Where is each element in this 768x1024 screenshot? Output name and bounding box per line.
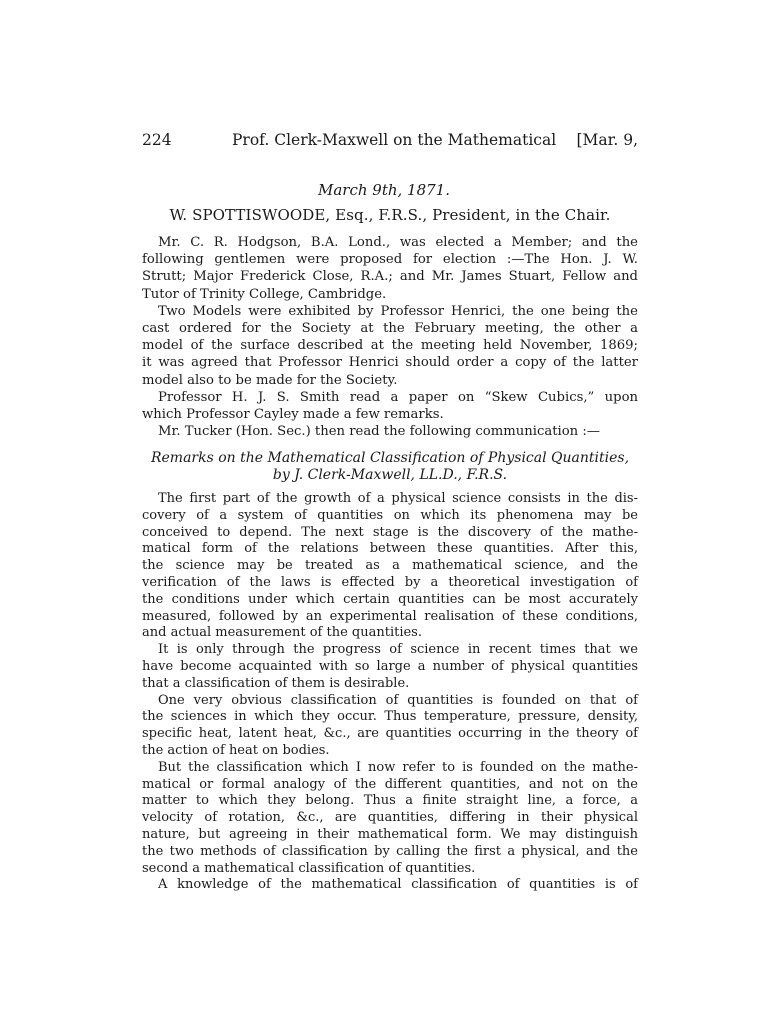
body-line: measured, followed by an experimental realisation of these conditions, — [142, 608, 638, 624]
body-line: velocity of rotation, &c., are quantities, differing in their physical — [142, 810, 638, 826]
minutes-line: Strutt; Major Frederick Close, R.A.; and Mr. James Stuart, Fellow and — [142, 269, 638, 285]
page-number: 224 — [142, 131, 172, 149]
minutes-line: Mr. Tucker (Hon. Sec.) then read the following communication :— — [158, 424, 600, 440]
minutes-line: model of the surface described at the meeting held November, 1869; — [142, 338, 638, 354]
body-line: second a mathematical classification of quantities. — [142, 860, 476, 876]
body-line: that a classification of them is desirable. — [142, 675, 410, 691]
running-date: [Mar. 9, — [576, 131, 638, 149]
body-line: matter to which they belong. Thus a finite straight line, a force, a — [142, 793, 638, 809]
minutes-line: Two Models were exhibited by Professor Henrici, the one being the — [158, 303, 638, 319]
minutes-line: Mr. C. R. Hodgson, B.A. Lond., was elected a Member; and the — [158, 235, 638, 250]
body-line: and actual measurement of the quantities. — [142, 625, 422, 641]
minutes-line: following gentlemen were proposed for election :—The Hon. J. W. — [142, 252, 638, 268]
body-line: have become acquainted with so large a number of physical quantities — [142, 658, 638, 674]
running-header — [142, 130, 638, 150]
body-line: the science may be treated as a mathematical science, and the — [142, 558, 638, 574]
minutes-line: Professor H. J. S. Smith read a paper on “Skew Cubics,” upon — [158, 389, 638, 405]
body-line: the sciences in which they occur. Thus temperature, pressure, density, — [142, 709, 638, 725]
body-line: verification of the laws is effected by a theoretical investigation of — [142, 574, 638, 590]
paper-title — [142, 450, 638, 484]
paper-title-line: Remarks on the Mathematical Classification of Physical Quantities, — [150, 450, 630, 466]
minutes-line: it was agreed that Professor Henrici should order a copy of the latter — [142, 355, 638, 371]
body-line: the action of heat on bodies. — [142, 742, 330, 758]
body-line: nature, but agreeing in their mathematical form. We may distinguish — [142, 826, 638, 842]
body-line: It is only through the progress of science in recent times that we — [158, 642, 638, 658]
running-title: Prof. Clerk-Maxwell on the Mathematical — [232, 131, 557, 149]
body-line: matical form of the relations between these quantities. After this, — [142, 541, 638, 557]
body-line: conceived to depend. The next stage is the discovery of the mathe- — [142, 524, 638, 540]
body-line: the two methods of classification by calling the first a physical, and the — [142, 843, 638, 859]
body-line: But the classification which I now refer to is founded on the mathe- — [158, 759, 638, 775]
minutes-line: which Professor Cayley made a few remarks. — [142, 406, 444, 422]
body-line: the conditions under which certain quantities can be most accurately — [142, 591, 638, 607]
minutes-line: model also to be made for the Society. — [142, 372, 398, 388]
body-line: specific heat, latent heat, &c., are quantities occurring in the theory of — [142, 726, 638, 742]
meeting-minutes — [142, 234, 638, 440]
body-line: The first part of the growth of a physical science consists in the dis- — [158, 491, 638, 506]
body-line: One very obvious classification of quantities is founded on that of — [158, 692, 638, 708]
minutes-line: Tutor of Trinity College, Cambridge. — [142, 286, 387, 302]
paper-body — [142, 491, 638, 894]
body-line: matical or formal analogy of the different quantities, and not on the — [142, 776, 638, 792]
body-line: covery of a system of quantities on which its phenomena may be — [142, 507, 638, 523]
body-line: A knowledge of the mathematical classification of quantities is of — [158, 877, 638, 893]
meeting-chair: W. SPOTTISWOODE, Esq., F.R.S., President, in the Chair. — [169, 206, 611, 224]
meeting-date: March 9th, 1871. — [317, 181, 450, 199]
paper-author-line: by J. Clerk-Maxwell, LL.D., F.R.S. — [272, 467, 508, 483]
minutes-line: cast ordered for the Society at the February meeting, the other a — [142, 320, 638, 336]
